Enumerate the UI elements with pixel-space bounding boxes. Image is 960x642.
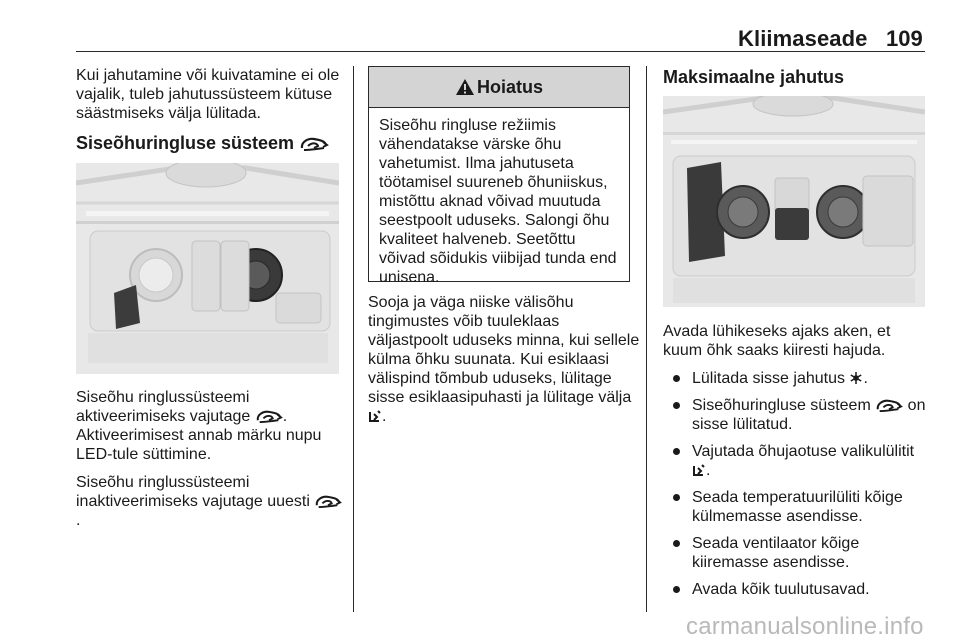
watermark: carmanualsonline.info [686,613,924,640]
list-item: Seada ventilaator kõige kiiremasse asendisse. [663,534,928,572]
fog-paragraph: Sooja ja väga niiske välisõhu tingimustes võib tuuleklaas väljastpoolt uduseks minna, kui sellele külma õhku suunata. Kui esiklaasi välispind tõmbub uduseks, lülitage sisse esiklaasipuhasti ja lülitage välja . [368,294,640,425]
list-item: Lülitada sisse jahutus . [663,369,928,388]
recirculation-deactivate-paragraph: Siseõhu ringlussüsteemi inaktiveerimiseks vajutage uuesti . [76,473,346,530]
recirculation-icon [299,136,329,152]
page-header-title: Kliimaseade [738,26,868,51]
column-divider-right [646,66,647,612]
list-item: Siseõhuringluse süsteem on sisse lülitatud. [663,396,928,434]
climate-control-photo-max-cooling [663,96,925,307]
air-distribution-icon [368,410,382,424]
warning-title: Hoiatus [476,76,543,97]
intro-paragraph: Kui jahutamine või kuivatamine ei ole vajalik, tuleb jahutussüsteem kütuse säästmiseks välja lülitada. [76,67,340,122]
bullet-dot [673,494,680,501]
warning-body: Siseõhu ringluse režiimis vähendatakse värske õhu vahetumist. Ilma jahutuseta töötamisel suureneb õhuniiskus, mistõttu aknad võivad muutuda seestpoolt uduseks. Salongi õhu kvaliteet halveneb. Seetõttu võivad sõidukis viibijad tunda end unisena. [379,117,617,286]
list-item: Avada kõik tuulutusavad. [663,580,928,599]
recirculation-icon [875,398,903,413]
recirculation-activate-paragraph: Siseõhu ringlussüsteemi aktiveerimiseks vajutage . Aktiveerimisest annab märku nupu LED-tule süttimine. [76,389,322,463]
climate-panel-illustration [76,163,339,374]
list-item: Vajutada õhujaotuse valikulülitit . [663,442,928,480]
column-1-lower [76,388,346,539]
bullet-dot [673,448,680,455]
column-3-lower [663,322,928,607]
list-item: Seada temperatuurilüliti kõige külmemasse asendisse. [663,488,928,526]
bullet-dot [673,402,680,409]
bullet-dot [673,540,680,547]
section-heading-max-cooling: Maksimaalne jahutus [663,67,845,87]
recirculation-icon [255,409,283,424]
column-2 [368,293,640,435]
recirculation-icon [314,494,342,509]
column-1 [76,66,346,154]
climate-control-photo-recirculation [76,163,339,374]
air-distribution-icon [692,464,706,478]
max-cooling-intro: Avada lühikeseks ajaks aken, et kuum õhk saaks kiiresti hajuda. [663,323,891,359]
warning-triangle-icon [455,78,475,96]
warning-header [369,67,629,108]
bullet-dot [673,586,680,593]
column-divider-left [353,66,354,612]
max-cooling-steps [663,369,928,599]
warning-box [368,66,630,286]
page-number: 109 [886,26,923,51]
climate-panel-illustration [663,96,925,307]
bullet-dot [673,375,680,382]
header-rule [76,51,925,52]
column-3 [663,66,928,88]
section-heading-recirculation: Siseõhuringluse süsteem [76,132,346,154]
snowflake-icon [849,371,863,385]
